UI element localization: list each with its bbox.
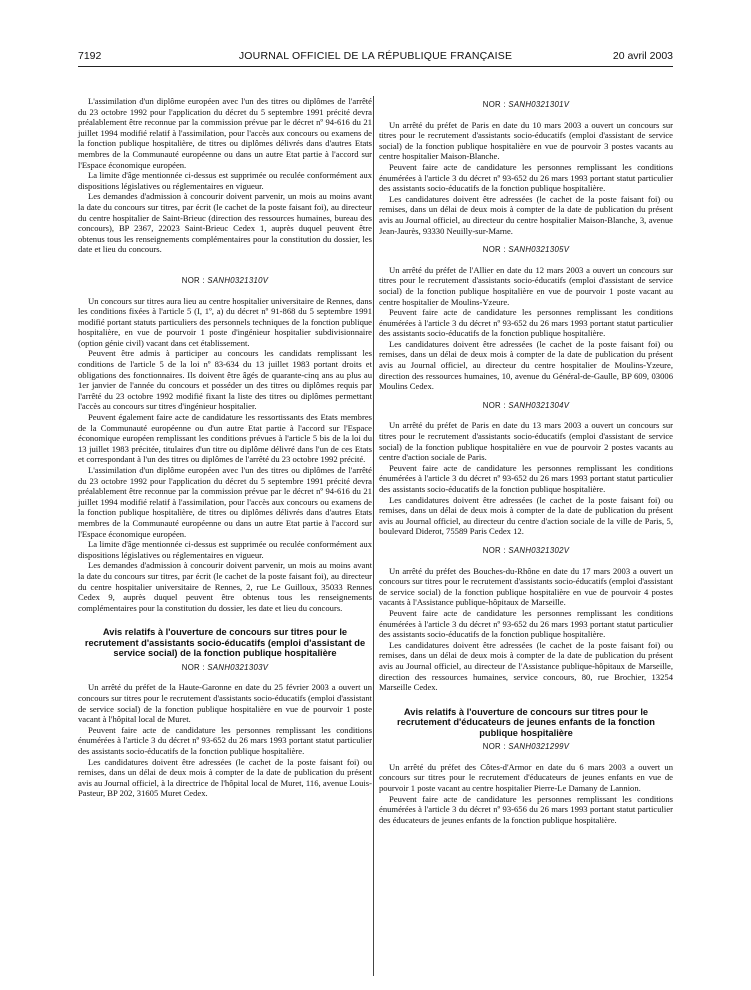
nor-code: SANH0321303V bbox=[207, 662, 269, 672]
notice-title: Avis relatifs à l'ouverture de concours sur titres pour le recrutement d'assistants socio-éducatifs (emploi d'assistant de service social) de la fonction publique hospitalière bbox=[84, 627, 366, 659]
nor-label: NOR : bbox=[181, 275, 205, 285]
paragraph: Peuvent faire acte de candidature les personnes remplissant les conditions énumérées à l'article 3 du décret nº 93-652 du 26 mars 1993 portant statut particulier des assistants socio-éducatifs de la fonction publique hospitalière. bbox=[379, 161, 673, 194]
nor-code: SANH0321302V bbox=[508, 545, 570, 555]
paragraph: La limite d'âge mentionnée ci-dessus est supprimée ou reculée conformément aux dispositions législatives ou réglementaires en vigueur. bbox=[78, 170, 372, 191]
paragraph: Les demandes d'admission à concourir doivent parvenir, un mois au moins avant la date du concours sur titres, par écrit (le cachet de la poste faisant foi), au directeur du centre hospitalier universitaire de Rennes, 2, rue Le Guilloux, 35033 Rennes Cedex 9, auprès duquel peuvent être obtenus tous les renseignements complémentaires pour la constitution du dossier, les date et lieu du concours. bbox=[78, 560, 372, 613]
paragraph: Peuvent faire acte de candidature les personnes remplissant les conditions énumérées à l'article 3 du décret nº 93-652 du 26 mars 1993 portant statut particulier des assistants socio-éducatifs de la fonction publique hospitalière. bbox=[379, 607, 673, 640]
paragraph: Peuvent faire acte de candidature les personnes remplissant les conditions énumérées à l'article 3 du décret nº 93-652 du 26 mars 1993 portant statut particulier des assistants socio-éducatifs de la fonction publique hospitalière. bbox=[379, 462, 673, 494]
nor-reference bbox=[379, 546, 673, 557]
right-column bbox=[379, 100, 673, 825]
nor-reference bbox=[379, 401, 673, 412]
paragraph: La limite d'âge mentionnée ci-dessus est supprimée ou reculée conformément aux dispositions législatives ou réglementaires en vigueur. bbox=[78, 539, 372, 560]
paragraph: Les candidatures doivent être adressées (le cachet de la poste faisant foi) ou remises, dans un délai de deux mois à compter de la date de publication du présent avis au Journal officiel, au directeur du centre hospitalier de Moulins-Yzeure, direction des ressources humaines, 10, avenue du Général-de-Gaulle, BP 609, 03006 Moulins Cedex. bbox=[379, 338, 673, 392]
paragraph: Un arrêté du préfet de la Haute-Garonne en date du 25 février 2003 a ouvert un concours sur titres pour le recrutement d'assistants socio-éducatifs (emploi d'assistant de service social) de la fonction publique hospitalière en vue de pourvoir 1 poste vacant à l'hôpital local de Muret. bbox=[78, 682, 372, 725]
paragraph: Peuvent également faire acte de candidature les ressortissants des Etats membres de la Communauté européenne ou d'un autre Etat partie à l'accord sur l'Espace économique européen remplissant les conditions prévues à l'article 5 bis de la loi du 13 juillet 1983 précitée, titulaires d'un titre ou diplôme délivré dans l'un de ces Etats et correspondant à l'un des titres ou diplômes de l'arrêté du 23 octobre 1992 précité. bbox=[78, 412, 372, 465]
nor-reference bbox=[78, 276, 372, 287]
nor-code: SANH0321299V bbox=[508, 742, 570, 752]
notice-title: Avis relatifs à l'ouverture de concours sur titres pour le recrutement d'éducateurs de jeunes enfants de la fonction publique hospitalière bbox=[397, 706, 655, 738]
paragraph: Un concours sur titres aura lieu au centre hospitalier universitaire de Rennes, dans les conditions fixées à l'article 5 (I, 1º, a) du décret nº 91-868 du 5 septembre 1991 modifié portant statuts particuliers des personnels techniques de la fonction publique hospitalière, en vue de pourvoir 1 poste d'ingénieur hospitalier subdivisionnaire (option génie civil) vacant dans cet établissement. bbox=[78, 295, 372, 348]
page-number: 7192 bbox=[78, 50, 102, 62]
journal-title: JOURNAL OFFICIEL DE LA RÉPUBLIQUE FRANÇAISE bbox=[238, 50, 513, 62]
nor-label: NOR : bbox=[482, 400, 506, 410]
nor-label: NOR : bbox=[482, 742, 506, 752]
paragraph: Un arrêté du préfet de Paris en date du 13 mars 2003 a ouvert un concours sur titres pour le recrutement d'assistants socio-éducatifs (emploi d'assistant de service social) de la fonction publique hospitalière en vue de pourvoir 2 postes vacants au centre d'action sociale de Paris. bbox=[379, 420, 673, 463]
left-column bbox=[78, 96, 372, 799]
paragraph: Un arrêté du préfet de l'Allier en date du 12 mars 2003 a ouvert un concours sur titres pour le recrutement d'assistants socio-éducatifs (emploi d'assistant de service social) de la fonction publique hospitalière en vue de pourvoir 1 poste vacant au centre hospitalier de Moulins-Yzeure. bbox=[379, 264, 673, 307]
issue-date: 20 avril 2003 bbox=[612, 50, 673, 62]
paragraph: Un arrêté du préfet de Paris en date du 10 mars 2003 a ouvert un concours sur titres pour le recrutement d'assistants socio-éducatifs (emploi d'assistant de service social) de la fonction publique hospitalière en vue de pourvoir 3 postes vacants au centre hospitalier Maison-Blanche. bbox=[379, 119, 673, 162]
nor-reference bbox=[379, 742, 673, 753]
nor-label: NOR : bbox=[482, 100, 506, 109]
nor-label: NOR : bbox=[482, 545, 506, 555]
paragraph: Les candidatures doivent être adressées (le cachet de la poste faisant foi) ou remises, dans un délai de deux mois à compter de la date de publication du présent avis au Journal officiel, au directeur du centre hospitalier Maison-Blanche, 3, avenue Jean-Jaurès, 93330 Neuilly-sur-Marne. bbox=[379, 193, 673, 236]
nor-label: NOR : bbox=[482, 245, 506, 255]
nor-reference bbox=[379, 100, 673, 111]
paragraph: Peuvent faire acte de candidature les personnes remplissant les conditions énumérées à l'article 3 du décret nº 93-652 du 26 mars 1993 portant statut particulier des assistants socio-éducatifs de la fonction publique hospitalière. bbox=[78, 724, 372, 756]
nor-code: SANH0321310V bbox=[207, 275, 269, 285]
paragraph: Les candidatures doivent être adressées (le cachet de la poste faisant foi) ou remises, dans un délai de deux mois à compter de la date de publication du présent avis au Journal officiel, à la directrice de l'hôpital local de Muret, 116, avenue Louis-Pasteur, BP 202, 31605 Muret Cedex. bbox=[78, 756, 372, 799]
nor-code: SANH0321305V bbox=[508, 245, 570, 255]
paragraph: Un arrêté du préfet des Bouches-du-Rhône en date du 17 mars 2003 a ouvert un concours sur titres pour le recrutement d'assistants socio-éducatifs (emploi d'assistant de service social) de la fonction publique hospitalière en vue de pourvoir 4 postes vacants à l'Assistance publique-hôpitaux de Marseille. bbox=[379, 565, 673, 608]
paragraph: Peuvent faire acte de candidature les personnes remplissant les conditions énumérées à l'article 3 du décret nº 93-656 du 26 mars 1993 portant statut particulier des éducateurs de jeunes enfants de la fonction publique hospitalière. bbox=[379, 793, 673, 825]
nor-code: SANH0321301V bbox=[508, 100, 570, 109]
paragraph: Les candidatures doivent être adressées (le cachet de la poste faisant foi) ou remises, dans un délai de deux mois à compter de la date de publication du présent avis au Journal officiel, au directeur de l'Assistance publique-hôpitaux de Marseille, direction des ressources humaines, service concours, 80, rue Brochier, 13254 Marseille Cedex. bbox=[379, 639, 673, 693]
paragraph: L'assimilation d'un diplôme européen avec l'un des titres ou diplômes de l'arrêté du 23 octobre 1992 pour l'application du décret du 5 septembre 1991 précité devra préalablement être reconnue par la commission prévue par le décret nº 94-616 du 21 juillet 1994 modifié relatif à l'assimilation, pour l'accès aux concours ou examens de la fonction publique hospitalière, de titres ou diplômes délivrés dans d'autres Etats membres de la Communauté européenne ou dans un autre Etat partie à l'accord sur l'Espace économique européen. bbox=[78, 96, 372, 170]
nor-code: SANH0321304V bbox=[508, 400, 570, 410]
column-divider bbox=[373, 96, 374, 976]
nor-reference bbox=[379, 245, 673, 256]
nor-reference bbox=[78, 663, 372, 674]
paragraph: Les demandes d'admission à concourir doivent parvenir, un mois au moins avant la date du concours sur titres, par écrit (le cachet de la poste faisant foi), au directeur du centre hospitalier de Saint-Brieuc (direction des ressources humaines, bureau des concours), BP 2367, 22023 Saint-Brieuc Cedex 1, auprès duquel peuvent être obtenus tous les renseignements complémentaires pour la constitution du dossier, les date et lieu du concours. bbox=[78, 191, 372, 255]
paragraph: Peuvent être admis à participer au concours les candidats remplissant les conditions de l'article 5 de la loi nº 83-634 du 13 juillet 1983 portant droits et obligations des fonctionnaires. Ils doivent être âgés de quarante-cinq ans au plus au 1er janvier de l'année du concours et posséder un des titres ou diplômes requis par l'arrêté du 23 octobre 1992 modifié fixant la liste des titres ou diplômes permettant l'accès au concours sur titres d'ingénieur hospitalier. bbox=[78, 348, 372, 412]
paragraph: Les candidatures doivent être adressées (le cachet de la poste faisant foi) ou remises, dans un délai de deux mois à compter de la date de publication du présent avis au Journal officiel, au directeur du centre d'action sociale de la ville de Paris, 5, boulevard Diderot, 75589 Paris Cedex 12. bbox=[379, 494, 673, 537]
paragraph: Peuvent faire acte de candidature les personnes remplissant les conditions énumérées à l'article 3 du décret nº 93-652 du 26 mars 1993 portant statut particulier des assistants socio-éducatifs de la fonction publique hospitalière. bbox=[379, 307, 673, 339]
nor-label: NOR : bbox=[181, 662, 205, 672]
header-rule bbox=[78, 66, 673, 67]
paragraph: L'assimilation d'un diplôme européen avec l'un des titres ou diplômes de l'arrêté du 23 octobre 1992 pour l'application du décret du 5 septembre 1991 précité devra préalablement être reconnue par la commission prévue par le décret nº 94-616 du 21 juillet 1994 modifié relatif à l'assimilation, pour l'accès aux concours ou examens de la fonction publique hospitalière, de titres ou diplômes délivrés dans d'autres Etats membres de la Communauté européenne ou dans un autre Etat partie à l'accord sur l'Espace économique européen. bbox=[78, 465, 372, 539]
paragraph: Un arrêté du préfet des Côtes-d'Armor en date du 6 mars 2003 a ouvert un concours sur titres pour le recrutement d'éducateurs de jeunes enfants en vue de pourvoir 1 poste vacant au centre hospitalier Pierre-Le Damany de Lannion. bbox=[379, 761, 673, 793]
